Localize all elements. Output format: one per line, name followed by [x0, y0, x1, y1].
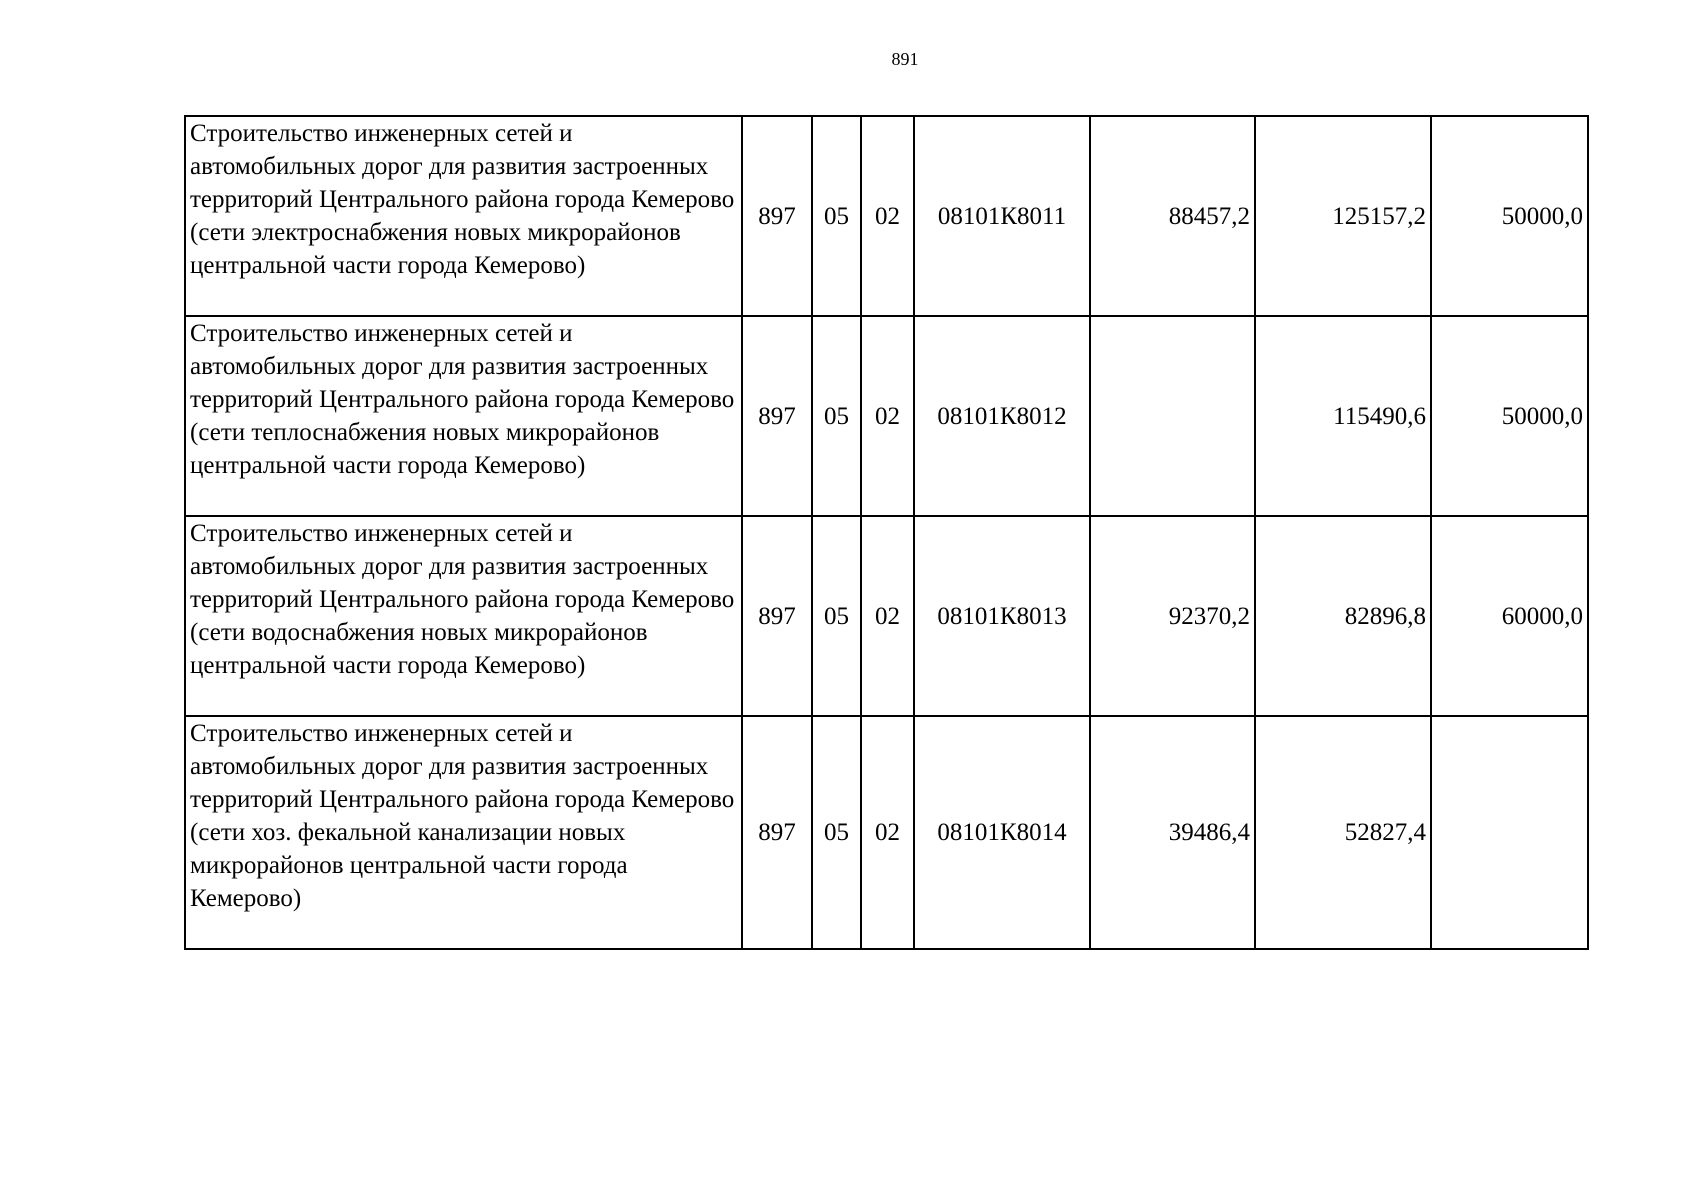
amount-1-cell: 92370,2: [1090, 516, 1255, 716]
table-row: [185, 116, 1588, 316]
amount-2-cell: 82896,8: [1255, 516, 1431, 716]
razdel-cell: 05: [812, 316, 861, 516]
amount-1-cell: [1090, 316, 1255, 516]
amount-1-cell: 39486,4: [1090, 716, 1255, 949]
amount-1-cell: 88457,2: [1090, 116, 1255, 316]
table-row: [185, 516, 1588, 716]
target-article-cell: 08101К8011: [914, 116, 1090, 316]
razdel-cell: 05: [812, 716, 861, 949]
razdel-cell: 05: [812, 116, 861, 316]
description-cell: Строительство инженерных сетей и автомобильных дорог для развития застроенных территорий Центрального района города Кемерово (сети электроснабжения новых микрорайонов центральной части города Кемерово): [185, 116, 742, 316]
description-cell: Строительство инженерных сетей и автомобильных дорог для развития застроенных территорий Центрального района города Кемерово (сети водоснабжения новых микрорайонов центральной части города Кемерово): [185, 516, 742, 716]
razdel-cell: 05: [812, 516, 861, 716]
amount-2-cell: 115490,6: [1255, 316, 1431, 516]
amount-2-cell: 125157,2: [1255, 116, 1431, 316]
amount-3-cell: 50000,0: [1431, 116, 1588, 316]
podrazdel-cell: 02: [861, 716, 914, 949]
target-article-cell: 08101К8013: [914, 516, 1090, 716]
page-number: 891: [891, 49, 919, 69]
amount-2-cell: 52827,4: [1255, 716, 1431, 949]
ved-cell: 897: [742, 316, 812, 516]
podrazdel-cell: 02: [861, 316, 914, 516]
amount-3-cell: 60000,0: [1431, 516, 1588, 716]
budget-table: [184, 115, 1589, 950]
description-cell: Строительство инженерных сетей и автомобильных дорог для развития застроенных территорий Центрального района города Кемерово (сети хоз. фекальной канализации новых микрорайонов центральной части города Кемерово): [185, 716, 742, 949]
table-row: [185, 316, 1588, 516]
podrazdel-cell: 02: [861, 516, 914, 716]
podrazdel-cell: 02: [861, 116, 914, 316]
description-cell: Строительство инженерных сетей и автомобильных дорог для развития застроенных территорий Центрального района города Кемерово (сети теплоснабжения новых микрорайонов центральной части города Кемерово): [185, 316, 742, 516]
table-row: [185, 716, 1588, 949]
amount-3-cell: 50000,0: [1431, 316, 1588, 516]
target-article-cell: 08101К8014: [914, 716, 1090, 949]
ved-cell: 897: [742, 116, 812, 316]
ved-cell: 897: [742, 716, 812, 949]
amount-3-cell: [1431, 716, 1588, 949]
ved-cell: 897: [742, 516, 812, 716]
target-article-cell: 08101К8012: [914, 316, 1090, 516]
